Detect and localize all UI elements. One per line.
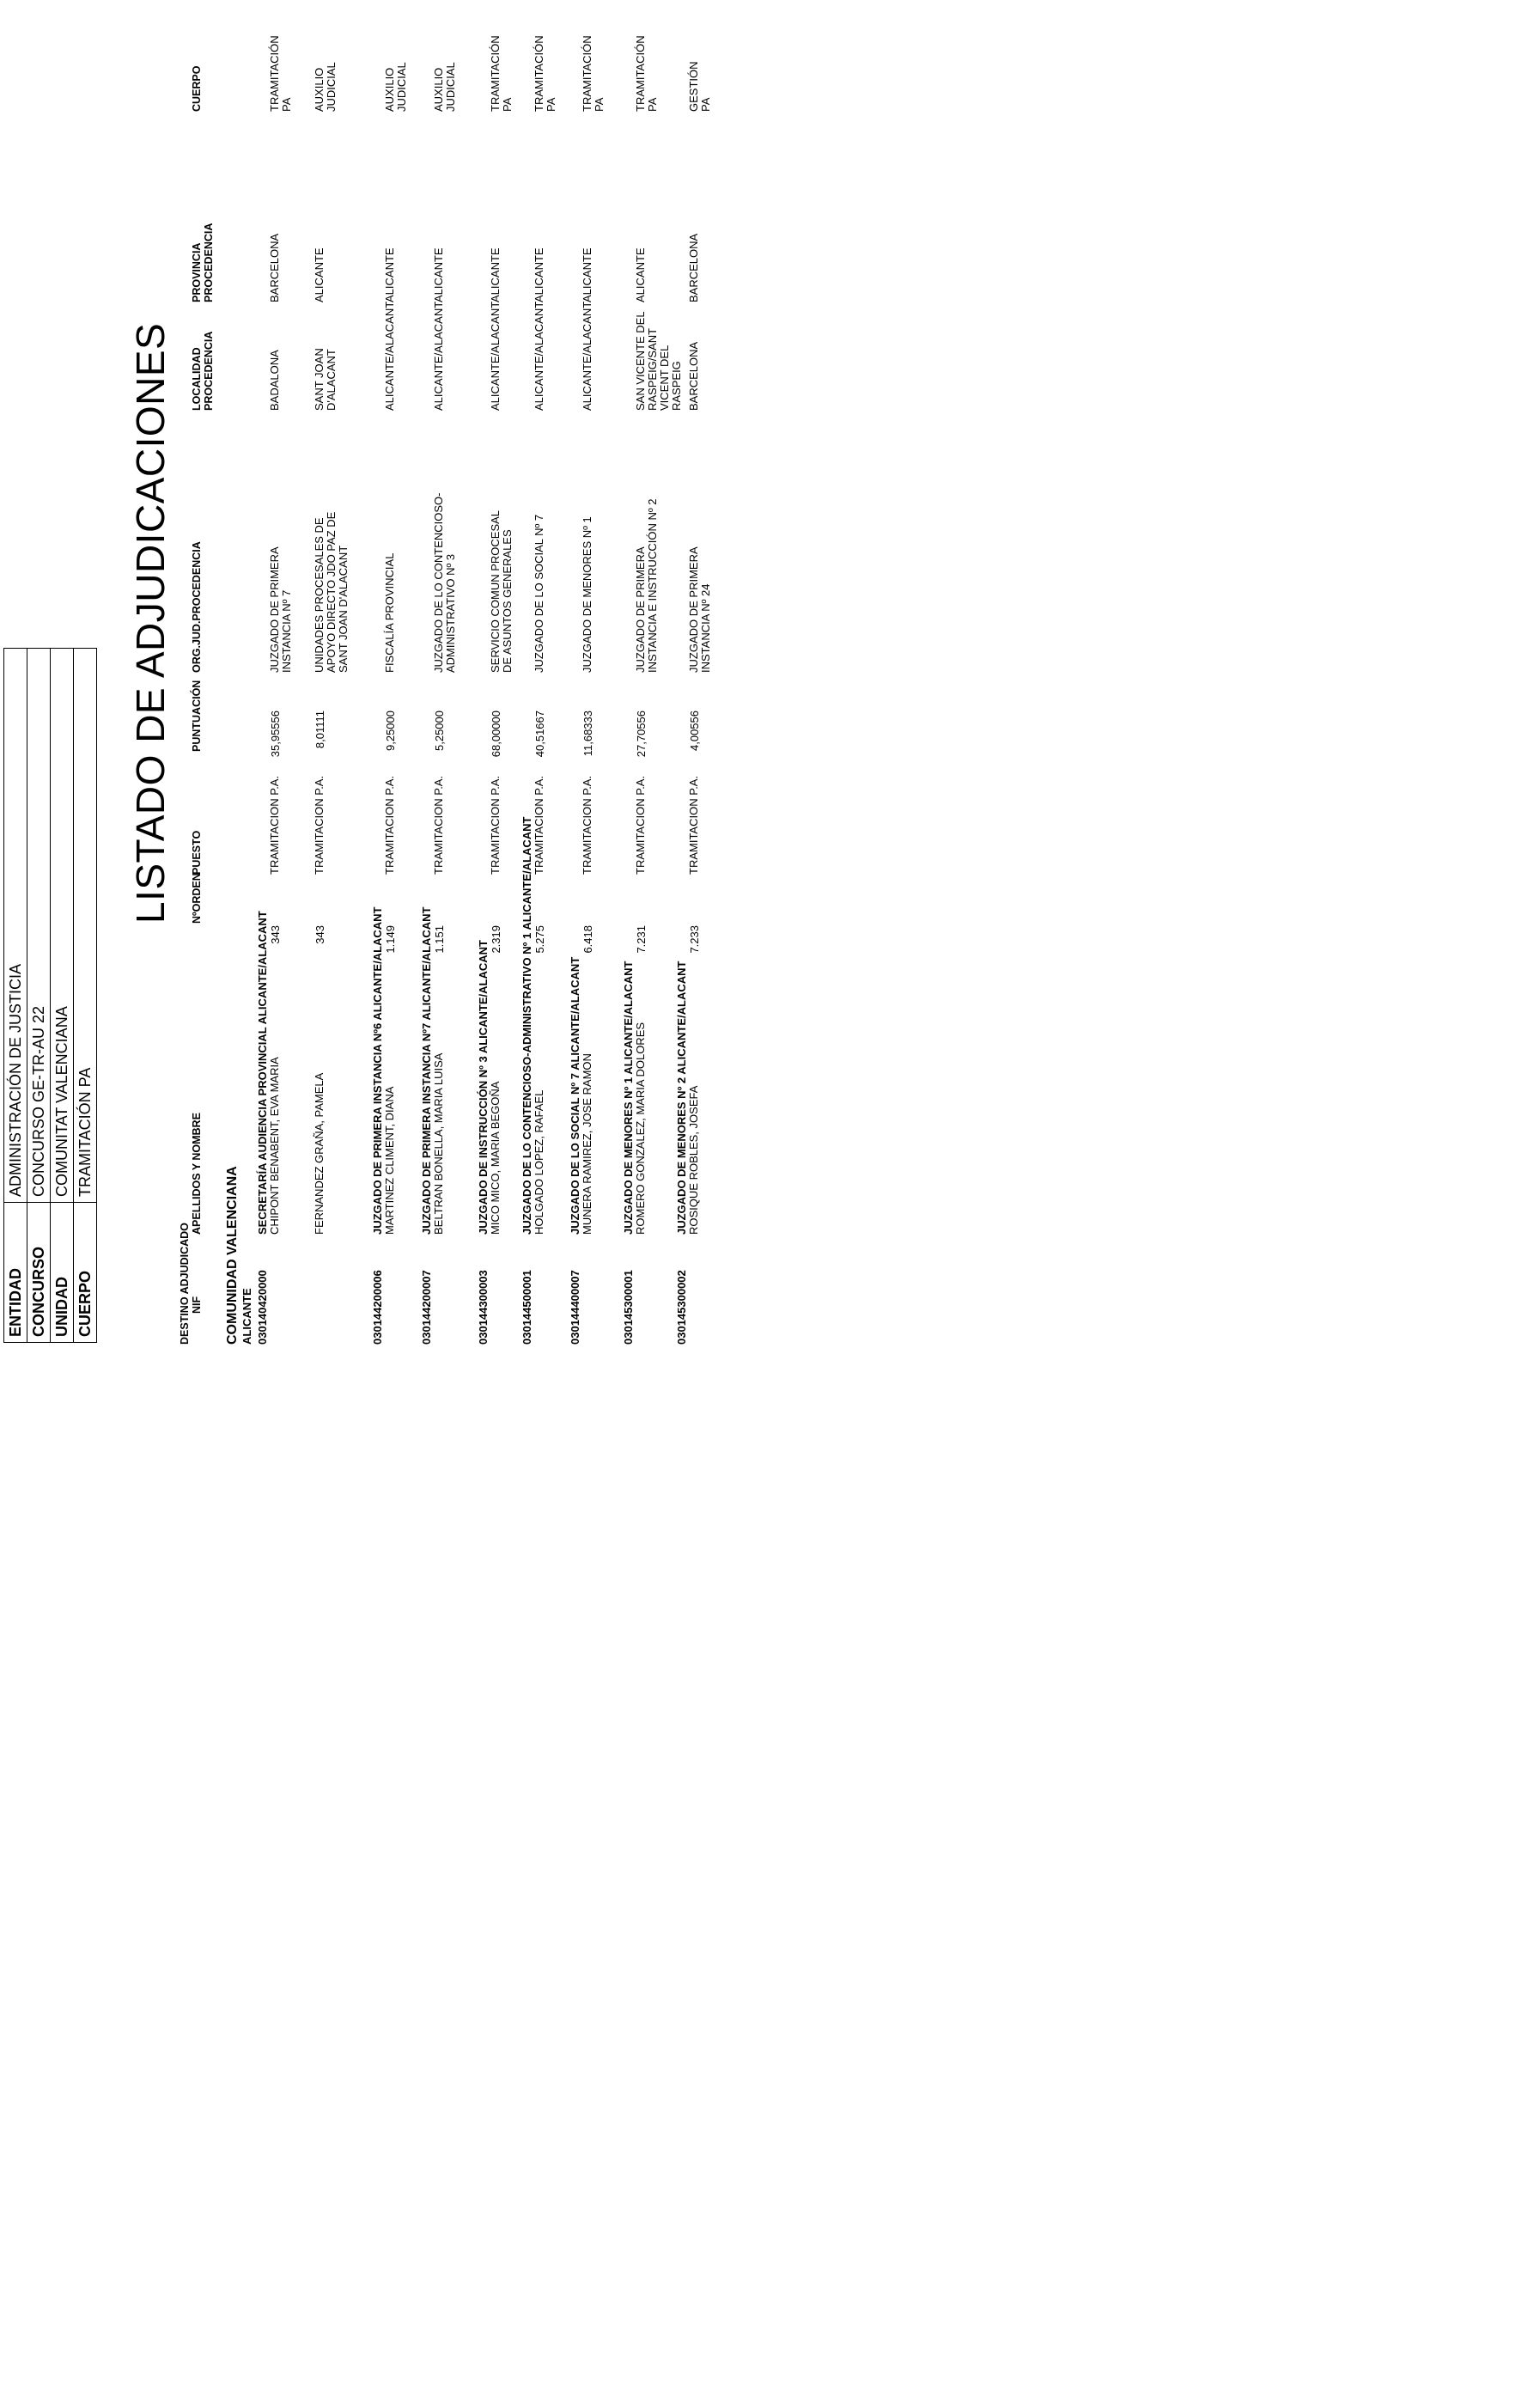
group-code: 030144500001 <box>520 1270 533 1345</box>
row-org: JUZGADO DE PRIMERA INSTANCIA E INSTRUCCIÓN Nº 2 <box>634 498 659 673</box>
row-nombre: MICO MICO, MARIA BEGOÑA <box>489 1081 502 1235</box>
col-puntuacion-header: PUNTUACIÓN <box>191 680 203 752</box>
group-code: 030140420000 <box>256 1270 269 1345</box>
page-title: LISTADO DE ADJUDICACIONES <box>128 322 173 924</box>
row-cuerpo: TRAMITACIÓN PA <box>268 35 293 112</box>
row-provincia: ALICANTE <box>489 247 502 302</box>
group-name: SECRETARÍA AUDIENCIA PROVINCIAL ALICANTE/ALACANT <box>256 911 269 1235</box>
row-puntuacion: 5,25000 <box>433 711 446 751</box>
row-localidad: ALICANTE/ALACANT <box>432 301 445 411</box>
row-orden: 1.149 <box>384 925 397 954</box>
row-puesto: TRAMITACION P.A. <box>581 775 593 875</box>
row-localidad: BARCELONA <box>687 341 700 411</box>
header-row <box>27 649 51 1343</box>
group-name: JUZGADO DE PRIMERA INSTANCIA Nº7 ALICANTE/ALACANT <box>420 906 433 1235</box>
header-key: CUERPO <box>74 1203 97 1343</box>
row-puntuacion: 40,51667 <box>533 711 546 758</box>
row-localidad: ALICANTE/ALACANT <box>581 301 593 411</box>
province-heading: ALICANTE <box>240 1288 253 1345</box>
row-localidad: SANT JOAN D'ALACANT <box>313 348 338 411</box>
row-puntuacion: 27,70556 <box>635 711 648 758</box>
row-cuerpo: TRAMITACIÓN PA <box>581 35 606 112</box>
header-row <box>74 649 97 1343</box>
row-nombre: ROMERO GONZALEZ, MARIA DOLORES <box>634 1022 647 1235</box>
col-orden-header: NºORDEN <box>191 873 203 924</box>
col-destino-header: DESTINO ADJUDICADO <box>179 1223 191 1345</box>
row-cuerpo: AUXILIO JUDICIAL <box>383 62 408 112</box>
col-puesto-header: PUESTO <box>191 830 203 875</box>
row-cuerpo: TRAMITACIÓN PA <box>533 35 557 112</box>
group-name: JUZGADO DE MENORES Nº 2 ALICANTE/ALACANT <box>675 961 688 1235</box>
row-org: JUZGADO DE MENORES Nº 1 <box>581 516 593 673</box>
col-nif-header: NIF <box>191 1296 203 1314</box>
col-localidad-header: LOCALIDAD PROCEDENCIA <box>191 331 215 411</box>
row-provincia: ALICANTE <box>432 247 445 302</box>
group-code: 030144400007 <box>569 1270 581 1345</box>
row-puesto: TRAMITACION P.A. <box>313 775 326 875</box>
row-localidad: SAN VICENTE DEL RASPEIG/SANT VICENT DEL RASPEIG <box>634 311 683 411</box>
group-code: 030145300002 <box>675 1270 688 1345</box>
row-nombre: FERNANDEZ GRAÑA, PAMELA <box>313 1072 326 1235</box>
group-code: 030144300003 <box>477 1270 490 1345</box>
row-localidad: BADALONA <box>268 350 281 411</box>
row-puesto: TRAMITACION P.A. <box>268 775 281 875</box>
header-key: CONCURSO <box>27 1203 51 1343</box>
row-puntuacion: 35,95556 <box>269 711 282 758</box>
row-puesto: TRAMITACION P.A. <box>533 775 545 875</box>
row-nombre: BELTRAN BONELLA, MARIA LUISA <box>432 1052 445 1235</box>
group-code: 030144200006 <box>371 1270 384 1345</box>
row-cuerpo: TRAMITACIÓN PA <box>489 35 514 112</box>
row-puesto: TRAMITACION P.A. <box>432 775 445 875</box>
row-puesto: TRAMITACION P.A. <box>634 775 647 875</box>
row-provincia: ALICANTE <box>634 247 647 302</box>
col-org-header: ORG.JUD.PROCEDENCIA <box>191 541 203 673</box>
row-puesto: TRAMITACION P.A. <box>489 775 502 875</box>
col-apellidos-header: APELLIDOS Y NOMBRE <box>191 1113 203 1235</box>
row-nombre: CHIPONT BENABENT, EVA MARIA <box>268 1057 281 1235</box>
row-nombre: MUNERA RAMIREZ, JOSE RAMON <box>581 1053 593 1235</box>
header-key: ENTIDAD <box>4 1203 27 1343</box>
row-localidad: ALICANTE/ALACANT <box>383 301 396 411</box>
header-row <box>4 649 27 1343</box>
row-org: JUZGADO DE PRIMERA INSTANCIA Nº 7 <box>268 547 293 673</box>
group-name: JUZGADO DE PRIMERA INSTANCIA Nº6 ALICANTE/ALACANT <box>371 906 384 1235</box>
header-value: TRAMITACIÓN PA <box>74 649 97 1203</box>
group-name: JUZGADO DE LO SOCIAL Nº 7 ALICANTE/ALACANT <box>569 956 581 1235</box>
row-localidad: ALICANTE/ALACANT <box>489 301 502 411</box>
row-provincia: BARCELONA <box>268 233 281 302</box>
group-name: JUZGADO DE INSTRUCCIÓN Nº 3 ALICANTE/ALACANT <box>477 940 490 1235</box>
row-cuerpo: AUXILIO JUDICIAL <box>313 62 338 112</box>
row-provincia: ALICANTE <box>313 247 326 302</box>
header-table <box>3 648 97 1343</box>
row-orden: 1.151 <box>433 925 446 954</box>
row-nombre: MARTINEZ CLIMENT, DIANA <box>383 1086 396 1235</box>
row-orden: 5.275 <box>533 925 546 954</box>
row-orden: 343 <box>313 925 326 944</box>
row-cuerpo: TRAMITACIÓN PA <box>634 35 659 112</box>
group-name: JUZGADO DE LO CONTENCIOSO-ADMINISTRATIVO Nº 1 ALICANTE/ALACANT <box>520 816 533 1235</box>
row-org: UNIDADES PROCESALES DE APOYO DIRECTO JDO PAZ DE SANT JOAN D'ALACANT <box>313 511 350 673</box>
row-nombre: HOLGADO LOPEZ, RAFAEL <box>533 1089 545 1235</box>
row-cuerpo: GESTIÓN PA <box>687 61 712 112</box>
row-puntuacion: 4,00556 <box>688 711 701 751</box>
row-puesto: TRAMITACION P.A. <box>687 775 700 875</box>
row-org: JUZGADO DE LO CONTENCIOSO-ADMINISTRATIVO Nº 3 <box>432 492 457 673</box>
row-orden: 7.231 <box>635 925 648 954</box>
region-heading: COMUNIDAD VALENCIANA <box>225 1166 240 1345</box>
row-puntuacion: 8,01111 <box>313 711 326 749</box>
row-org: SERVICIO COMUN PROCESAL DE ASUNTOS GENERALES <box>489 510 514 673</box>
header-value: ADMINISTRACIÓN DE JUSTICIA <box>4 649 27 1203</box>
row-nombre: ROSIQUE ROBLES, JOSEFA <box>687 1085 700 1235</box>
header-key: UNIDAD <box>51 1203 74 1343</box>
group-name: JUZGADO DE MENORES Nº 1 ALICANTE/ALACANT <box>622 961 635 1235</box>
row-orden: 2.319 <box>490 925 502 954</box>
row-puntuacion: 11,68333 <box>581 711 594 757</box>
row-puesto: TRAMITACION P.A. <box>383 775 396 875</box>
row-orden: 7.233 <box>688 925 701 954</box>
row-orden: 343 <box>269 925 282 944</box>
row-org: FISCALÍA PROVINCIAL <box>383 552 396 673</box>
header-value: COMUNITAT VALENCIANA <box>51 649 74 1203</box>
row-puntuacion: 68,00000 <box>490 711 502 758</box>
row-orden: 6.418 <box>581 925 594 954</box>
row-provincia: BARCELONA <box>687 233 700 302</box>
row-org: JUZGADO DE PRIMERA INSTANCIA Nº 24 <box>687 547 712 673</box>
row-provincia: ALICANTE <box>581 247 593 302</box>
row-localidad: ALICANTE/ALACANT <box>533 301 545 411</box>
header-row <box>51 649 74 1343</box>
group-code: 030144200007 <box>420 1270 433 1345</box>
row-puntuacion: 9,25000 <box>384 711 397 751</box>
document-page <box>0 0 871 1353</box>
group-code: 030145300001 <box>622 1270 635 1345</box>
header-value: CONCURSO GE-TR-AU 22 <box>27 649 51 1203</box>
row-cuerpo: AUXILIO JUDICIAL <box>432 62 457 112</box>
col-cuerpo-header: CUERPO <box>191 65 203 112</box>
row-provincia: ALICANTE <box>533 247 545 302</box>
row-org: JUZGADO DE LO SOCIAL Nº 7 <box>533 514 545 673</box>
col-provincia-header: PROVINCIA PROCEDENCIA <box>191 223 215 302</box>
row-provincia: ALICANTE <box>383 247 396 302</box>
